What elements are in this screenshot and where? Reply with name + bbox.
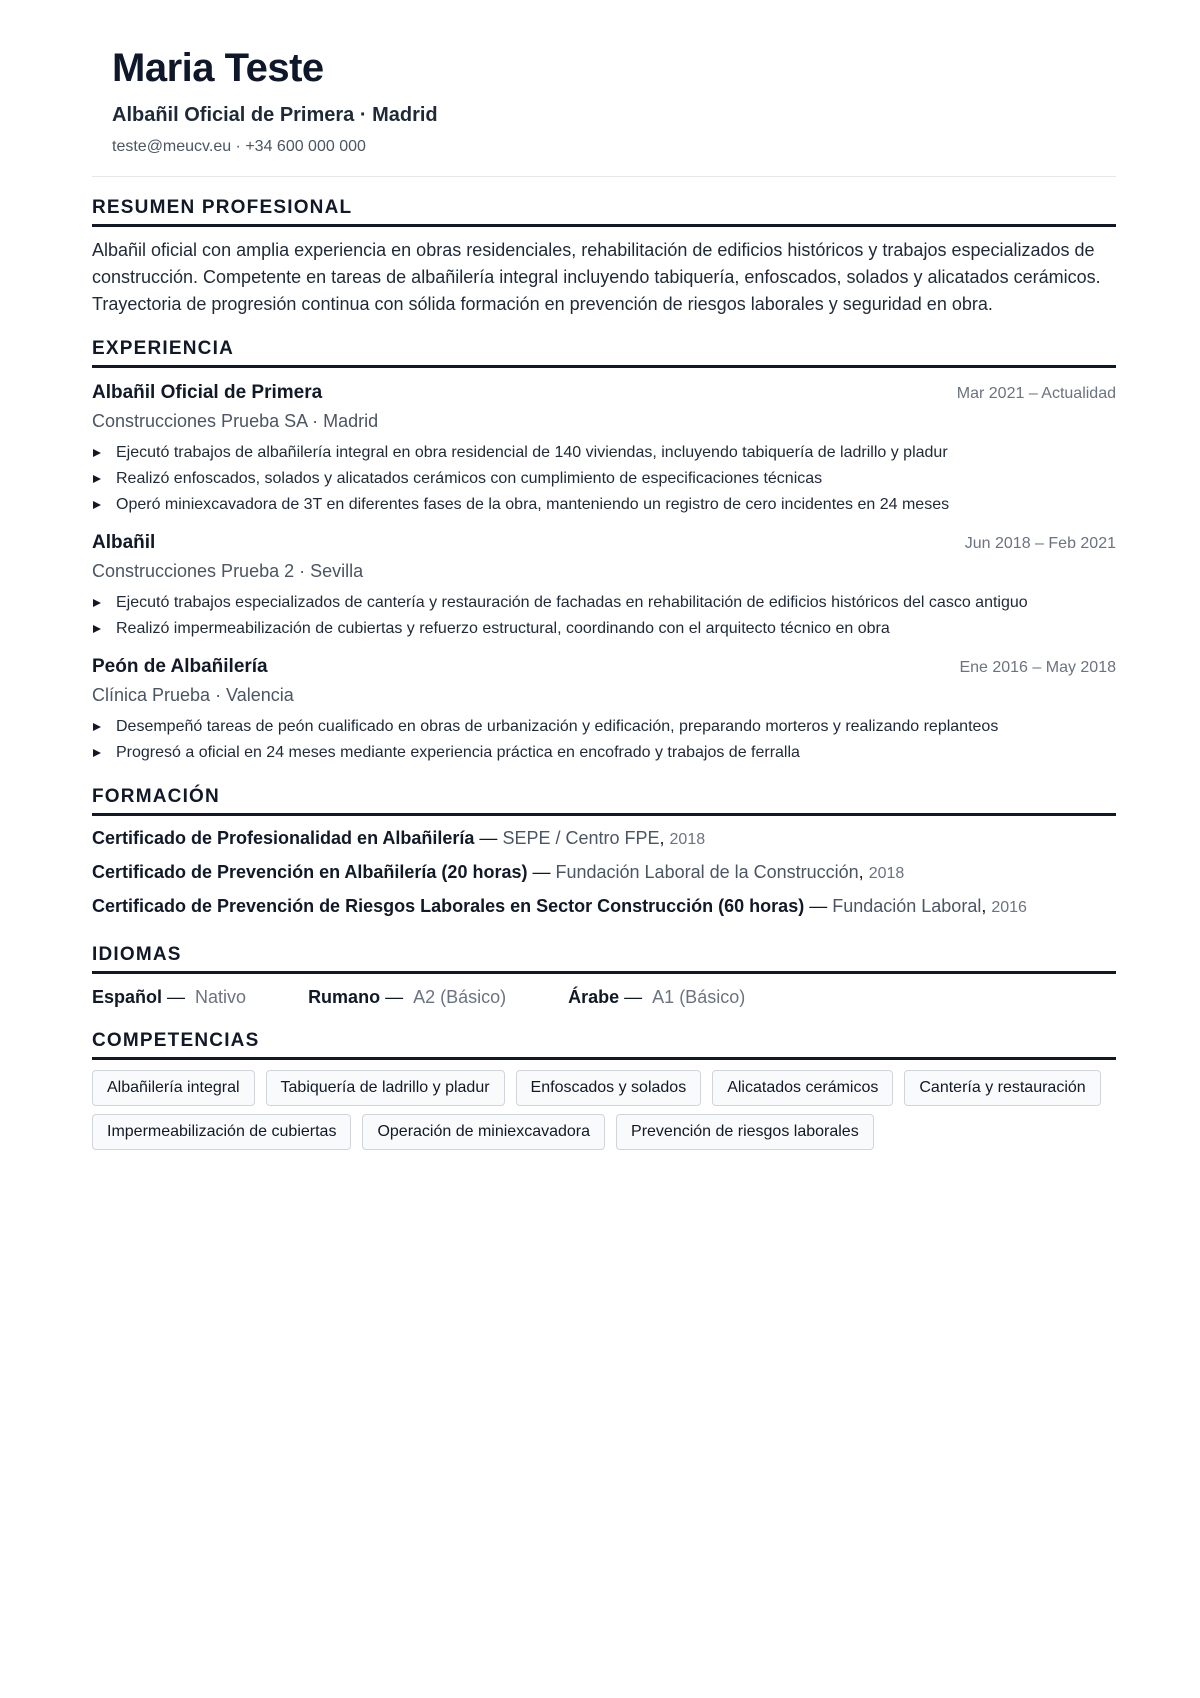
candidate-headline: Albañil Oficial de Primera · Madrid: [112, 104, 438, 126]
job-bullets: [92, 590, 1116, 642]
language-name: Árabe: [568, 987, 620, 1007]
job-bullet: Desempeñó tareas de peón cualificado en obras de urbanización y edificación, preparando morteros y realizando replanteos: [92, 714, 1116, 740]
experience-section: [92, 337, 1116, 766]
job-entry: [92, 530, 1116, 642]
job-entry: [92, 380, 1116, 518]
language-item: Español — Nativo: [92, 987, 247, 1007]
language-name: Rumano: [308, 987, 381, 1007]
job-bullet: Ejecutó trabajos especializados de cantería y restauración de fachadas en rehabilitación de edificios históricos del casco antiguo: [92, 590, 1116, 616]
skill-chip: Operación de miniexcavadora: [362, 1114, 605, 1150]
job-company: Construcciones Prueba 2 · Sevilla: [92, 561, 364, 581]
education-institution: Fundación Laboral de la Construcción: [555, 862, 859, 882]
experience-title: EXPERIENCIA: [92, 337, 1116, 368]
job-bullet: Realizó enfoscados, solados y alicatados cerámicos con cumplimiento de especificaciones técnicas: [92, 466, 1116, 492]
education-section: [92, 785, 1116, 924]
language-level: Nativo: [195, 987, 247, 1007]
language-level: A2 (Básico): [413, 987, 507, 1007]
skill-chip: Prevención de riesgos laborales: [616, 1114, 874, 1150]
education-institution: Fundación Laboral: [832, 896, 982, 916]
skill-chip: Alicatados cerámicos: [712, 1070, 893, 1106]
language-name: Español: [92, 987, 163, 1007]
job-entry: [92, 654, 1116, 766]
summary-text: Albañil oficial con amplia experiencia en obras residenciales, rehabilitación de edificios históricos y trabajos especializados de construcción. Competente en tareas de albañilería integral incluyendo tabiquería, enfoscados, solados y alicatados cerámicos. Trayectoria de progresión continua con sólida formación en prevención de riesgos laborales y seguridad en obra.: [92, 240, 1101, 314]
candidate-contact: teste@meucv.eu · +34 600 000 000: [112, 138, 366, 155]
skill-chip: Albañilería integral: [92, 1070, 255, 1106]
resume-page: [92, 0, 1116, 1150]
job-dates: Mar 2021 – Actualidad: [956, 385, 1116, 402]
summary-section: [92, 196, 1116, 318]
resume-header: [92, 0, 1116, 177]
education-item: Certificado de Prevención en Albañilería (20 horas) — Fundación Laboral de la Construcción, 2018: [92, 862, 905, 882]
education-item: Certificado de Prevención de Riesgos Laborales en Sector Construcción (60 horas) — Fundación Laboral, 2016: [92, 896, 1027, 916]
job-company: Construcciones Prueba SA · Madrid: [92, 411, 379, 431]
skill-chip: Tabiquería de ladrillo y pladur: [266, 1070, 505, 1106]
job-bullet: Progresó a oficial en 24 meses mediante experiencia práctica en encofrado y trabajos de ferralla: [92, 740, 1116, 766]
summary-title: RESUMEN PROFESIONAL: [92, 196, 1116, 227]
education-year: 2018: [669, 831, 706, 848]
job-bullet: Realizó impermeabilización de cubiertas y refuerzo estructural, coordinando con el arquitecto técnico en obra: [92, 616, 1116, 642]
job-title: Albañil Oficial de Primera: [92, 382, 323, 403]
skills-title: COMPETENCIAS: [92, 1029, 1116, 1060]
skill-chip: Impermeabilización de cubiertas: [92, 1114, 351, 1150]
job-bullet: Operó miniexcavadora de 3T en diferentes fases de la obra, manteniendo un registro de cero incidentes en 24 meses: [92, 492, 1116, 518]
education-title: FORMACIÓN: [92, 785, 1116, 816]
languages-title: IDIOMAS: [92, 943, 1116, 974]
skill-chip: Enfoscados y solados: [516, 1070, 702, 1106]
job-bullet: Ejecutó trabajos de albañilería integral en obra residencial de 140 viviendas, incluyendo tabiquería de ladrillo y pladur: [92, 440, 1116, 466]
education-title-text: Certificado de Prevención de Riesgos Laborales en Sector Construcción (60 horas): [92, 896, 805, 916]
education-institution: SEPE / Centro FPE: [502, 828, 660, 848]
skill-chip: Cantería y restauración: [904, 1070, 1100, 1106]
job-title: Peón de Albañilería: [92, 656, 268, 677]
education-title-text: Certificado de Profesionalidad en Albañilería: [92, 828, 475, 848]
skills-list: [92, 1070, 1116, 1150]
job-bullets: [92, 714, 1116, 766]
education-year: 2018: [868, 865, 905, 882]
language-item: Árabe — A1 (Básico): [568, 987, 746, 1007]
education-item: Certificado de Profesionalidad en Albañilería — SEPE / Centro FPE, 2018: [92, 828, 706, 848]
education-year: 2016: [991, 899, 1027, 916]
job-dates: Jun 2018 – Feb 2021: [964, 535, 1116, 552]
job-dates: Ene 2016 – May 2018: [959, 659, 1116, 676]
job-title: Albañil: [92, 532, 156, 553]
job-bullets: [92, 440, 1116, 518]
language-level: A1 (Básico): [652, 987, 746, 1007]
candidate-name: Maria Teste: [112, 46, 324, 90]
job-company: Clínica Prueba · Valencia: [92, 685, 294, 705]
language-item: Rumano — A2 (Básico): [308, 987, 507, 1007]
skills-section: [92, 1029, 1116, 1150]
education-title-text: Certificado de Prevención en Albañilería (20 horas): [92, 862, 528, 882]
languages-section: [92, 943, 1116, 1010]
